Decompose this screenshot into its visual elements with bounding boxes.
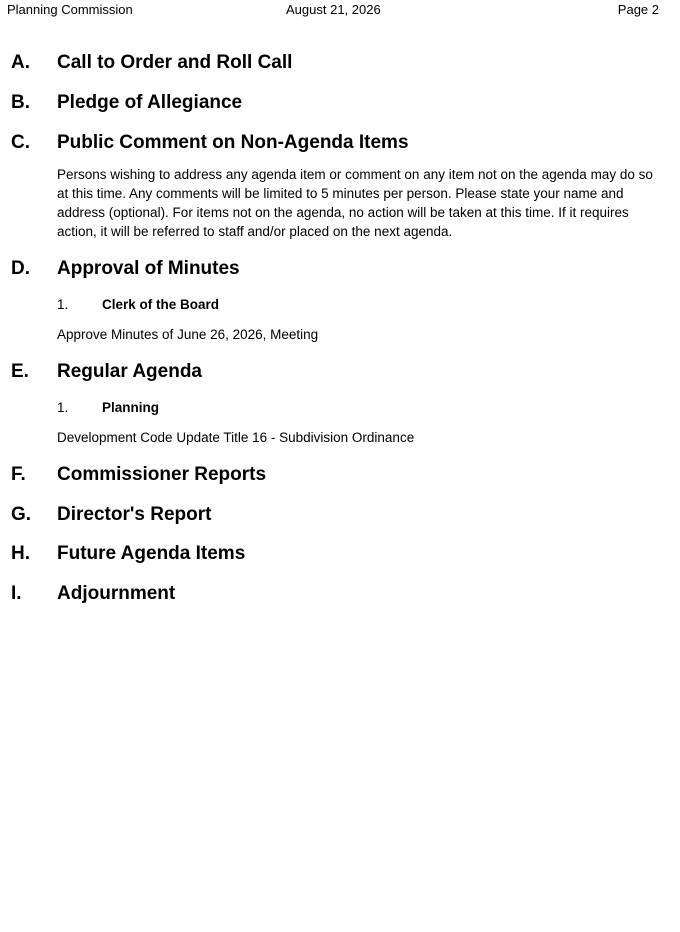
section-letter: F.: [11, 464, 26, 485]
section-letter: B.: [11, 92, 30, 113]
section-title: Adjournment: [57, 583, 176, 604]
header-committee-name: Planning Commission: [7, 2, 133, 17]
section-title: Commissioner Reports: [57, 464, 267, 485]
section-heading: [0, 462, 680, 488]
section-title: Approval of Minutes: [57, 258, 240, 279]
page-header: [0, 0, 680, 20]
section-letter: A.: [11, 52, 30, 73]
item-description: Approve Minutes of June 26, 2026, Meeting: [57, 327, 319, 342]
agenda-section-f: [0, 462, 680, 488]
section-heading: [0, 130, 680, 156]
agenda-section-b: [0, 90, 680, 116]
agenda-section-d: [0, 256, 680, 342]
section-heading: [0, 502, 680, 528]
section-heading: [0, 541, 680, 567]
item-number: 1.: [57, 297, 69, 312]
section-title: Regular Agenda: [57, 361, 202, 382]
section-heading: [0, 581, 680, 607]
section-letter: D.: [11, 258, 30, 279]
item-title: Planning: [102, 400, 159, 415]
section-title: Call to Order and Roll Call: [57, 52, 293, 73]
agenda-section-c: [0, 130, 680, 239]
item-number: 1.: [57, 400, 69, 415]
agenda-section-g: [0, 502, 680, 528]
section-title: Director's Report: [57, 504, 212, 525]
section-letter: H.: [11, 543, 30, 564]
section-letter: I.: [11, 583, 22, 604]
agenda-section-i: [0, 581, 680, 607]
section-letter: G.: [11, 504, 32, 525]
section-letter: E.: [11, 361, 29, 382]
section-description: Persons wishing to address any agenda item or comment on any item not on the agenda may do so at this time. Any comments will be limited to 5 minutes per person. Please state your name and address (optional). For items not on the agenda, no action will be taken at this time. If it requires action, it will be referred to staff and/or placed on the next agenda.: [57, 167, 653, 239]
header-date: August 21, 2026: [286, 2, 381, 17]
section-heading: [0, 256, 680, 282]
section-heading: [0, 359, 680, 385]
section-title: Pledge of Allegiance: [57, 92, 243, 113]
agenda-section-a: [0, 50, 680, 76]
item-title: Clerk of the Board: [102, 297, 220, 312]
section-heading: [0, 50, 680, 76]
header-page-number: Page 2: [617, 2, 659, 17]
agenda-section-e: [0, 359, 680, 445]
section-letter: C.: [11, 132, 30, 153]
item-description: Development Code Update Title 16 - Subdivision Ordinance: [57, 430, 415, 445]
section-heading: [0, 90, 680, 116]
agenda-section-h: [0, 541, 680, 567]
section-title: Public Comment on Non-Agenda Items: [57, 132, 409, 153]
section-title: Future Agenda Items: [57, 543, 246, 564]
